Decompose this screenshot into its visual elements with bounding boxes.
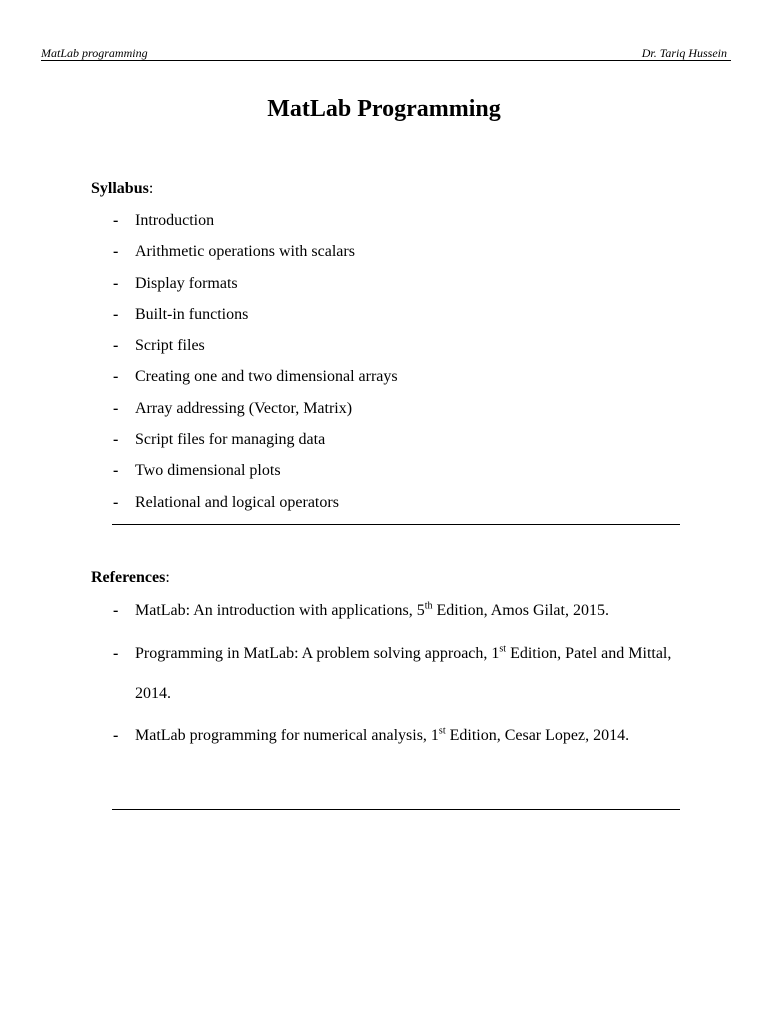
list-dash: - [113, 399, 119, 417]
section-divider [112, 809, 680, 810]
syllabus-item-text: Creating one and two dimensional arrays [135, 368, 398, 386]
references-heading [91, 568, 170, 588]
syllabus-heading [91, 179, 153, 199]
reference-text-rest: Edition, Cesar Lopez, 2014. [445, 727, 630, 744]
syllabus-item-text: Array addressing (Vector, Matrix) [135, 399, 353, 417]
syllabus-item [113, 397, 398, 428]
syllabus-item [113, 428, 398, 459]
reference-text: MatLab programming for numerical analysis, 1 [135, 727, 439, 744]
syllabus-item [113, 334, 398, 365]
syllabus-item-text: Relational and logical operators [135, 493, 339, 511]
list-dash: - [113, 602, 119, 619]
reference-edition-suffix: st [438, 725, 446, 737]
list-dash: - [113, 368, 119, 386]
list-dash: - [113, 274, 119, 292]
page-title: MatLab Programming [267, 96, 501, 122]
list-dash: - [113, 431, 119, 449]
syllabus-item-text: Arithmetic operations with scalars [135, 243, 355, 261]
list-dash: - [113, 305, 119, 323]
syllabus-item-text: Script files [135, 337, 205, 355]
header-author: Dr. Tariq Hussein [641, 46, 727, 60]
syllabus-item [113, 240, 398, 271]
list-dash: - [113, 337, 119, 355]
syllabus-heading-label: Syllabus [91, 180, 149, 197]
reference-text: Programming in MatLab: A problem solving approach, 1 [135, 645, 500, 662]
syllabus-list [113, 209, 398, 522]
syllabus-item-text: Built-in functions [135, 305, 249, 323]
running-header [41, 46, 731, 61]
references-heading-label: References [91, 569, 166, 586]
syllabus-item-text: Display formats [135, 274, 238, 292]
reference-text-rest: Edition, Patel and Mittal, 2014. [135, 645, 672, 702]
reference-edition-suffix: th [424, 600, 433, 612]
header-left-text: MatLab programming [41, 46, 148, 60]
reference-item [113, 716, 693, 756]
syllabus-item [113, 303, 398, 334]
reference-edition-suffix: st [499, 643, 507, 655]
reference-item [113, 634, 693, 714]
reference-item [113, 591, 693, 631]
list-dash: - [113, 212, 119, 229]
syllabus-item-text: Introduction [135, 212, 215, 229]
syllabus-item [113, 209, 398, 240]
syllabus-item [113, 491, 398, 522]
syllabus-item [113, 365, 398, 396]
list-dash: - [113, 462, 119, 480]
references-heading-colon: : [165, 569, 170, 586]
syllabus-item [113, 459, 398, 490]
list-dash: - [113, 243, 119, 261]
syllabus-item [113, 272, 398, 303]
syllabus-item-text: Script files for managing data [135, 431, 326, 449]
section-divider [112, 524, 680, 525]
list-dash: - [113, 493, 119, 511]
reference-text-rest: Edition, Amos Gilat, 2015. [432, 602, 609, 619]
list-dash: - [113, 645, 119, 662]
list-dash: - [113, 727, 119, 744]
reference-text: MatLab: An introduction with applications, 5 [135, 602, 425, 619]
syllabus-heading-colon: : [148, 180, 154, 197]
syllabus-item-text: Two dimensional plots [135, 462, 281, 480]
